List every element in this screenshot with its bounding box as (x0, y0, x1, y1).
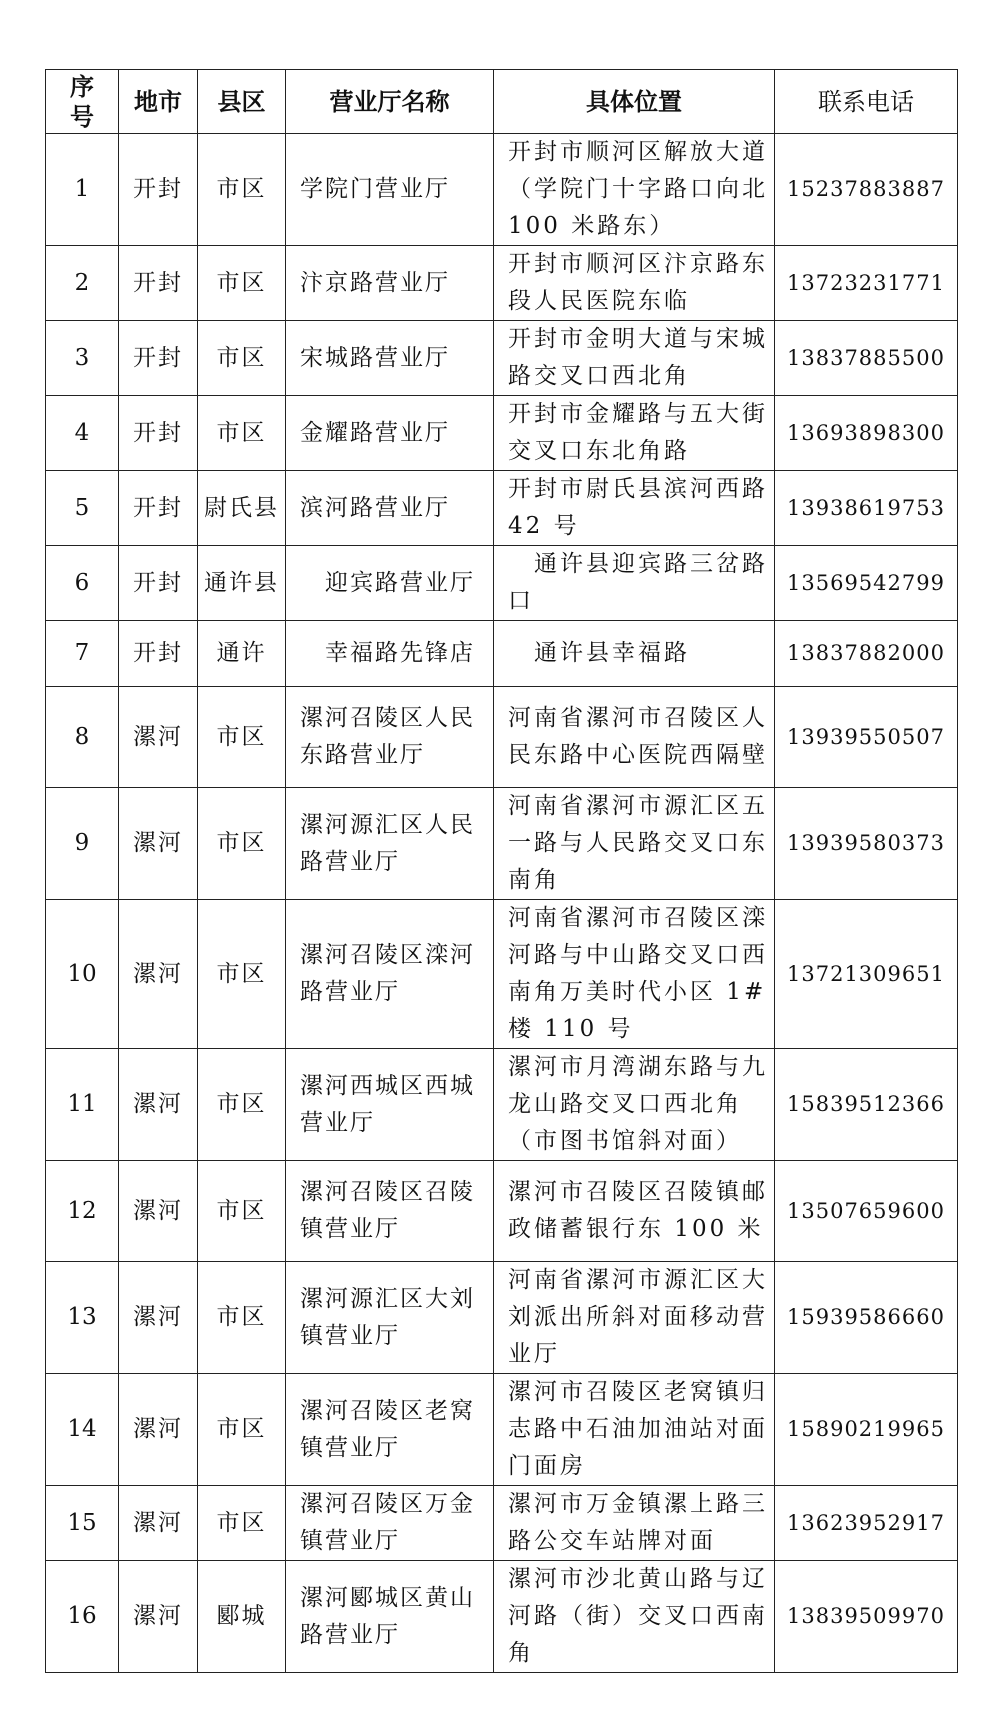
phone-cell: 13569542799 (775, 546, 958, 621)
phone-cell: 13839509970 (775, 1561, 958, 1673)
hall-name-cell: 幸福路先锋店 (286, 621, 494, 687)
city-cell: 开封 (119, 396, 198, 471)
row-number: 16 (46, 1561, 119, 1673)
hall-name-cell: 漯河源汇区大刘镇营业厅 (286, 1262, 494, 1374)
city-cell: 开封 (119, 546, 198, 621)
city-cell: 漯河 (119, 1561, 198, 1673)
table-row (46, 687, 958, 788)
city-cell: 漯河 (119, 1374, 198, 1486)
city-cell: 漯河 (119, 1049, 198, 1161)
phone-cell: 13939580373 (775, 788, 958, 900)
hall-name-cell: 漯河西城区西城营业厅 (286, 1049, 494, 1161)
hall-name-cell: 迎宾路营业厅 (286, 546, 494, 621)
table-row (46, 1561, 958, 1673)
hall-name-cell: 漯河召陵区老窝镇营业厅 (286, 1374, 494, 1486)
header-phone: 联系电话 (775, 70, 958, 134)
city-cell: 开封 (119, 621, 198, 687)
county-cell: 市区 (198, 900, 286, 1049)
city-cell: 漯河 (119, 1161, 198, 1262)
hall-name-cell: 漯河源汇区人民路营业厅 (286, 788, 494, 900)
row-number: 7 (46, 621, 119, 687)
table-row (46, 788, 958, 900)
county-cell: 郾城 (198, 1561, 286, 1673)
hall-name-cell: 学院门营业厅 (286, 134, 494, 246)
header-county: 县区 (198, 70, 286, 134)
county-cell: 通许 (198, 621, 286, 687)
phone-cell: 13693898300 (775, 396, 958, 471)
county-cell: 市区 (198, 1049, 286, 1161)
hall-name-cell: 滨河路营业厅 (286, 471, 494, 546)
phone-cell: 15890219965 (775, 1374, 958, 1486)
hall-name-cell: 漯河召陵区滦河路营业厅 (286, 900, 494, 1049)
table-row (46, 546, 958, 621)
city-cell: 开封 (119, 321, 198, 396)
row-number: 1 (46, 134, 119, 246)
row-number: 12 (46, 1161, 119, 1262)
county-cell: 尉氏县 (198, 471, 286, 546)
hall-name-cell: 漯河郾城区黄山路营业厅 (286, 1561, 494, 1673)
county-cell: 市区 (198, 134, 286, 246)
table-row (46, 246, 958, 321)
row-number: 14 (46, 1374, 119, 1486)
header-hall-name: 营业厅名称 (286, 70, 494, 134)
location-cell: 开封市金耀路与五大街交叉口东北角路 (494, 396, 775, 471)
county-cell: 市区 (198, 1262, 286, 1374)
phone-cell: 15839512366 (775, 1049, 958, 1161)
business-hall-table (45, 69, 958, 1673)
hall-name-cell: 漯河召陵区万金镇营业厅 (286, 1486, 494, 1561)
county-cell: 市区 (198, 1161, 286, 1262)
city-cell: 漯河 (119, 1486, 198, 1561)
location-cell: 河南省漯河市源汇区五一路与人民路交叉口东南角 (494, 788, 775, 900)
city-cell: 漯河 (119, 900, 198, 1049)
header-no: 序号 (46, 70, 119, 134)
header-location: 具体位置 (494, 70, 775, 134)
row-number: 6 (46, 546, 119, 621)
location-cell: 河南省漯河市召陵区人民东路中心医院西隔壁 (494, 687, 775, 788)
location-cell: 漯河市沙北黄山路与辽河路（街）交叉口西南角 (494, 1561, 775, 1673)
location-cell: 开封市顺河区解放大道（学院门十字路口向北 100 米路东） (494, 134, 775, 246)
city-cell: 开封 (119, 134, 198, 246)
table-row (46, 1161, 958, 1262)
location-cell: 漯河市召陵区老窝镇归志路中石油加油站对面门面房 (494, 1374, 775, 1486)
county-cell: 市区 (198, 687, 286, 788)
city-cell: 漯河 (119, 788, 198, 900)
row-number: 4 (46, 396, 119, 471)
table-row (46, 900, 958, 1049)
county-cell: 通许县 (198, 546, 286, 621)
table-row (46, 396, 958, 471)
county-cell: 市区 (198, 246, 286, 321)
row-number: 5 (46, 471, 119, 546)
city-cell: 开封 (119, 246, 198, 321)
table-row (46, 1486, 958, 1561)
location-cell: 开封市顺河区汴京路东段人民医院东临 (494, 246, 775, 321)
row-number: 8 (46, 687, 119, 788)
phone-cell: 13723231771 (775, 246, 958, 321)
row-number: 9 (46, 788, 119, 900)
header-row (46, 70, 958, 134)
location-cell: 河南省漯河市召陵区滦河路与中山路交叉口西南角万美时代小区 1#楼 110 号 (494, 900, 775, 1049)
row-number: 15 (46, 1486, 119, 1561)
location-cell: 开封市尉氏县滨河西路 42 号 (494, 471, 775, 546)
phone-cell: 13837885500 (775, 321, 958, 396)
phone-cell: 15237883887 (775, 134, 958, 246)
table-row (46, 471, 958, 546)
table-row (46, 621, 958, 687)
hall-name-cell: 漯河召陵区召陵镇营业厅 (286, 1161, 494, 1262)
county-cell: 市区 (198, 396, 286, 471)
location-cell: 通许县迎宾路三岔路口 (494, 546, 775, 621)
table-row (46, 1262, 958, 1374)
hall-name-cell: 汴京路营业厅 (286, 246, 494, 321)
phone-cell: 13837882000 (775, 621, 958, 687)
table-row (46, 1374, 958, 1486)
row-number: 10 (46, 900, 119, 1049)
location-cell: 开封市金明大道与宋城路交叉口西北角 (494, 321, 775, 396)
city-cell: 漯河 (119, 687, 198, 788)
location-cell: 漯河市月湾湖东路与九龙山路交叉口西北角（市图书馆斜对面） (494, 1049, 775, 1161)
phone-cell: 13623952917 (775, 1486, 958, 1561)
phone-cell: 13938619753 (775, 471, 958, 546)
city-cell: 开封 (119, 471, 198, 546)
hall-name-cell: 宋城路营业厅 (286, 321, 494, 396)
row-number: 11 (46, 1049, 119, 1161)
header-city: 地市 (119, 70, 198, 134)
county-cell: 市区 (198, 321, 286, 396)
hall-name-cell: 金耀路营业厅 (286, 396, 494, 471)
location-cell: 漯河市召陵区召陵镇邮政储蓄银行东 100 米 (494, 1161, 775, 1262)
table-row (46, 321, 958, 396)
county-cell: 市区 (198, 1486, 286, 1561)
row-number: 13 (46, 1262, 119, 1374)
location-cell: 河南省漯河市源汇区大刘派出所斜对面移动营业厅 (494, 1262, 775, 1374)
phone-cell: 13507659600 (775, 1161, 958, 1262)
location-cell: 漯河市万金镇漯上路三路公交车站牌对面 (494, 1486, 775, 1561)
phone-cell: 15939586660 (775, 1262, 958, 1374)
county-cell: 市区 (198, 1374, 286, 1486)
row-number: 3 (46, 321, 119, 396)
table-row (46, 134, 958, 246)
location-cell: 通许县幸福路 (494, 621, 775, 687)
city-cell: 漯河 (119, 1262, 198, 1374)
hall-name-cell: 漯河召陵区人民东路营业厅 (286, 687, 494, 788)
row-number: 2 (46, 246, 119, 321)
table-row (46, 1049, 958, 1161)
phone-cell: 13939550507 (775, 687, 958, 788)
county-cell: 市区 (198, 788, 286, 900)
phone-cell: 13721309651 (775, 900, 958, 1049)
